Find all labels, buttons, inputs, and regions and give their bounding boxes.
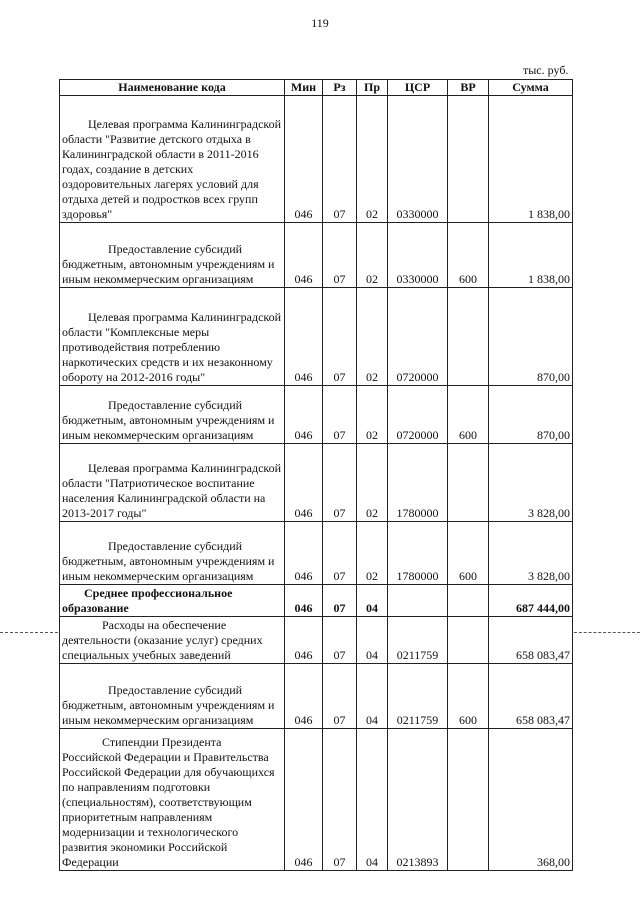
cell-name: Стипендии Президента Российской Федерации и Правительства Российской Федерации для обучающихся по направлениям подготовки (специальностям), соответствующим приоритетным направлениям модернизации и технологического развития экономики Российской Федерации [60,729,285,871]
cell-min: 046 [285,585,323,617]
cell-vr: 600 [448,386,489,444]
cell-rz: 07 [323,288,357,386]
table-row [60,585,573,617]
cell-name: Предоставление субсидий бюджетным, автономным учреждениям и иным некоммерческим организациям [60,522,285,585]
cell-csr: 1780000 [388,522,448,585]
cell-pr: 02 [357,386,388,444]
cell-name: Целевая программа Калининградской области "Патриотическое воспитание населения Калининградской области на 2013-2017 годы" [60,444,285,522]
table-row [60,96,573,223]
cell-rz: 07 [323,585,357,617]
units-label: тыс. руб. [523,63,569,77]
cell-csr: 0330000 [388,96,448,223]
cell-min: 046 [285,223,323,288]
cell-vr [448,729,489,871]
cell-vr [448,444,489,522]
cell-csr: 0213893 [388,729,448,871]
table-row [60,729,573,871]
table-row [60,444,573,522]
table-row [60,522,573,585]
cell-min: 046 [285,386,323,444]
cell-sum: 3 828,00 [489,522,573,585]
cell-pr: 04 [357,585,388,617]
cell-rz: 07 [323,617,357,664]
header-rz: Рз [323,80,357,96]
header-sum: Сумма [489,80,573,96]
cell-sum: 658 083,47 [489,664,573,729]
cell-pr: 02 [357,522,388,585]
cell-min: 046 [285,96,323,223]
cell-name: Предоставление субсидий бюджетным, автономным учреждениям и иным некоммерческим организациям [60,223,285,288]
table-row [60,386,573,444]
cell-pr: 04 [357,617,388,664]
cell-pr: 04 [357,729,388,871]
table-row [60,288,573,386]
header-name: Наименование кода [60,80,285,96]
cell-csr: 0720000 [388,386,448,444]
cell-rz: 07 [323,444,357,522]
cell-sum: 3 828,00 [489,444,573,522]
cell-vr [448,585,489,617]
cell-name: Предоставление субсидий бюджетным, автономным учреждениям и иным некоммерческим организациям [60,386,285,444]
cell-rz: 07 [323,522,357,585]
cell-vr: 600 [448,664,489,729]
cell-sum: 870,00 [489,386,573,444]
cell-csr: 0720000 [388,288,448,386]
cell-csr: 0330000 [388,223,448,288]
cell-name: Предоставление субсидий бюджетным, автономным учреждениям и иным некоммерческим организациям [60,664,285,729]
cell-sum: 687 444,00 [489,585,573,617]
cell-name: Целевая программа Калининградской области "Комплексные меры противодействия потреблению наркотических средств и их незаконному обороту на 2012-2016 годы" [60,288,285,386]
cell-sum: 368,00 [489,729,573,871]
cell-pr: 02 [357,288,388,386]
table-header-row [60,80,573,96]
cell-sum: 1 838,00 [489,96,573,223]
cell-rz: 07 [323,96,357,223]
fold-line-right [574,632,640,633]
fold-line-left [0,632,58,633]
cell-rz: 07 [323,664,357,729]
cell-rz: 07 [323,729,357,871]
cell-min: 046 [285,444,323,522]
cell-pr: 02 [357,96,388,223]
cell-pr: 04 [357,664,388,729]
table-row [60,223,573,288]
cell-min: 046 [285,729,323,871]
cell-min: 046 [285,664,323,729]
page-number: 119 [311,16,329,30]
cell-sum: 1 838,00 [489,223,573,288]
cell-min: 046 [285,522,323,585]
table-row [60,664,573,729]
cell-min: 046 [285,288,323,386]
cell-sum: 870,00 [489,288,573,386]
cell-min: 046 [285,617,323,664]
cell-csr: 1780000 [388,444,448,522]
header-csr: ЦСР [388,80,448,96]
header-min: Мин [285,80,323,96]
cell-vr [448,288,489,386]
cell-csr: 0211759 [388,617,448,664]
cell-pr: 02 [357,223,388,288]
cell-name: Среднее профессиональное образование [60,585,285,617]
cell-rz: 07 [323,386,357,444]
header-vr: ВР [448,80,489,96]
cell-vr: 600 [448,223,489,288]
cell-rz: 07 [323,223,357,288]
table-row [60,617,573,664]
cell-pr: 02 [357,444,388,522]
cell-csr: 0211759 [388,664,448,729]
header-pr: Пр [357,80,388,96]
cell-name: Расходы на обеспечение деятельности (оказание услуг) средних специальных учебных заведений [60,617,285,664]
cell-vr [448,96,489,223]
cell-vr [448,617,489,664]
cell-csr [388,585,448,617]
cell-sum: 658 083,47 [489,617,573,664]
cell-name: Целевая программа Калининградской области "Развитие детского отдыха в Калининградской области в 2011-2016 годах, создание в детских оздоровительных лагерях условий для отдыха детей и подростков всех групп здоровья" [60,96,285,223]
cell-vr: 600 [448,522,489,585]
budget-table [59,79,573,871]
